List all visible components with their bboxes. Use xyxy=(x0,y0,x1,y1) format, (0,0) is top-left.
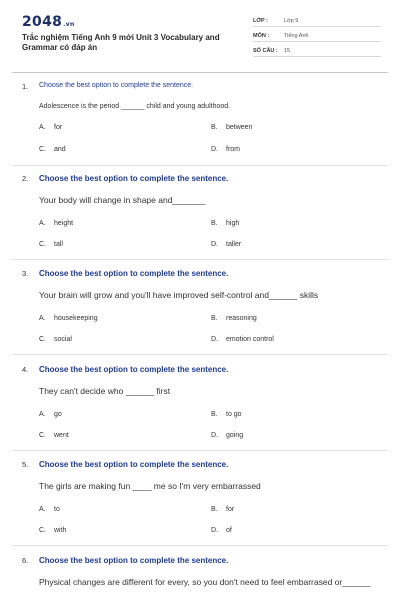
option-letter: A. xyxy=(39,315,46,322)
question-sentence: Your brain will grow and you'll have improved self-control and______ skills xyxy=(39,290,319,300)
option-b[interactable] xyxy=(211,506,234,513)
option-letter: C. xyxy=(39,527,46,534)
option-b[interactable] xyxy=(211,220,239,227)
meta-value: Lớp 9 xyxy=(284,18,299,24)
option-d[interactable] xyxy=(211,146,240,153)
option-d[interactable] xyxy=(211,336,274,343)
option-letter: A. xyxy=(39,506,46,513)
option-letter: A. xyxy=(39,220,46,227)
option-a[interactable] xyxy=(39,506,60,513)
question-number: 4. xyxy=(22,365,29,374)
question-item xyxy=(0,269,400,367)
option-text: from xyxy=(226,146,240,153)
question-instruction: Choose the best option to complete the sentence. xyxy=(39,460,229,469)
question-number: 2. xyxy=(22,174,29,183)
meta-row-count xyxy=(253,46,381,57)
question-item xyxy=(0,174,400,272)
question-sentence: The girls are making fun ____ me so I'm very embarrassed xyxy=(39,481,261,491)
logo-text: 2048 xyxy=(22,14,63,30)
option-letter: C. xyxy=(39,336,46,343)
option-text: social xyxy=(54,336,72,343)
option-letter: B. xyxy=(211,506,218,513)
option-c[interactable] xyxy=(39,146,66,153)
option-letter: D. xyxy=(211,527,218,534)
question-instruction: Choose the best option to complete the sentence. xyxy=(39,556,229,565)
question-item xyxy=(0,460,400,558)
question-divider xyxy=(12,450,388,451)
option-c[interactable] xyxy=(39,527,66,534)
option-text: housekeeping xyxy=(54,315,98,322)
question-item xyxy=(0,365,400,463)
question-divider xyxy=(12,259,388,260)
option-text: to xyxy=(54,506,60,513)
option-d[interactable] xyxy=(211,241,241,248)
option-c[interactable] xyxy=(39,432,69,439)
meta-value: 15 xyxy=(284,48,291,54)
question-number: 5. xyxy=(22,460,29,469)
document-header xyxy=(0,0,400,72)
option-text: went xyxy=(54,432,69,439)
option-letter: C. xyxy=(39,241,46,248)
option-a[interactable] xyxy=(39,315,98,322)
option-text: go xyxy=(54,411,62,418)
question-item xyxy=(0,556,400,600)
option-a[interactable] xyxy=(39,124,62,131)
question-divider xyxy=(12,165,388,166)
question-divider xyxy=(12,545,388,546)
option-a[interactable] xyxy=(39,220,73,227)
option-text: tall xyxy=(54,241,63,248)
meta-label: MÔN : xyxy=(253,33,270,39)
question-instruction: Choose the best option to complete the sentence. xyxy=(39,269,229,278)
meta-value: Tiếng Anh xyxy=(284,33,309,39)
option-letter: B. xyxy=(211,124,218,131)
question-number: 3. xyxy=(22,269,29,278)
question-divider xyxy=(12,354,388,355)
option-d[interactable] xyxy=(211,527,232,534)
option-letter: D. xyxy=(211,432,218,439)
option-c[interactable] xyxy=(39,336,72,343)
header-divider xyxy=(12,72,388,73)
option-text: going xyxy=(226,432,244,439)
question-instruction: Choose the best option to complete the sentence. xyxy=(39,365,229,374)
option-text: between xyxy=(226,124,253,131)
option-text: to go xyxy=(226,411,242,418)
option-letter: B. xyxy=(211,220,218,227)
option-letter: D. xyxy=(211,336,218,343)
site-logo[interactable] xyxy=(22,14,75,30)
question-number: 1. xyxy=(22,82,29,91)
question-sentence: Adolescence is the period ______ child and young adulthood. xyxy=(39,103,231,110)
meta-row-subject xyxy=(253,31,381,42)
option-d[interactable] xyxy=(211,432,243,439)
option-text: of xyxy=(226,527,232,534)
option-text: for xyxy=(226,506,235,513)
option-a[interactable] xyxy=(39,411,62,418)
meta-panel xyxy=(253,16,381,61)
meta-label: LỚP : xyxy=(253,18,268,24)
option-letter: C. xyxy=(39,146,46,153)
question-number: 6. xyxy=(22,556,29,565)
question-instruction: Choose the best option to complete the sentence. xyxy=(39,82,194,89)
option-text: taller xyxy=(226,241,242,248)
document-title: Trắc nghiệm Tiếng Anh 9 mới Unit 3 Vocabulary and Grammar có đáp án xyxy=(22,33,220,52)
logo-suffix: .vn xyxy=(63,21,75,28)
option-b[interactable] xyxy=(211,315,257,322)
option-b[interactable] xyxy=(211,411,242,418)
question-sentence: They can't decide who ______ first xyxy=(39,386,171,396)
option-letter: B. xyxy=(211,315,218,322)
option-b[interactable] xyxy=(211,124,252,131)
option-letter: B. xyxy=(211,411,218,418)
question-instruction: Choose the best option to complete the sentence. xyxy=(39,174,229,183)
option-text: height xyxy=(54,220,74,227)
option-letter: A. xyxy=(39,411,46,418)
option-letter: C. xyxy=(39,432,46,439)
meta-row-class xyxy=(253,16,381,27)
option-text: with xyxy=(54,527,67,534)
option-text: for xyxy=(54,124,63,131)
option-text: reasoning xyxy=(226,315,257,322)
question-sentence: Physical changes are different for every, so you don't need to feel embarrased or______ xyxy=(39,577,371,587)
question-sentence: Your body will change in shape and_______ xyxy=(39,195,206,205)
option-text: and xyxy=(54,146,66,153)
meta-label: SỐ CÂU : xyxy=(253,48,278,54)
option-letter: D. xyxy=(211,241,218,248)
option-c[interactable] xyxy=(39,241,63,248)
option-text: emotion control xyxy=(226,336,274,343)
question-item xyxy=(0,82,400,180)
option-letter: D. xyxy=(211,146,218,153)
option-letter: A. xyxy=(39,124,46,131)
option-text: high xyxy=(226,220,240,227)
